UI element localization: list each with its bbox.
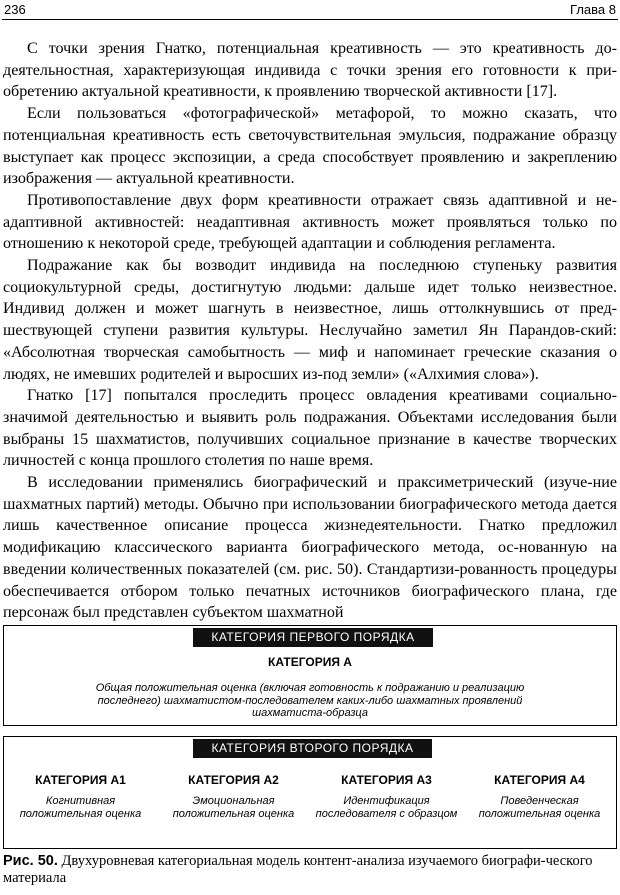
page-header (4, 0, 616, 19)
caption-label: Рис. 50. (3, 853, 58, 869)
subcategory-title: КАТЕГОРИЯ А1 (35, 773, 126, 787)
subcategory-title: КАТЕГОРИЯ А3 (341, 773, 432, 787)
caption-text: Двухуровневая категориальная модель контент-анализа изучаемого биографи-ческого материала (3, 853, 593, 886)
first-order-category-box (3, 625, 617, 726)
subcategory-row (4, 773, 616, 821)
subcategory-title: КАТЕГОРИЯ А2 (188, 773, 279, 787)
subcategory-description: Когнитивная положительная оценка (19, 795, 142, 820)
paragraph: Подражание как бы возводит индивида на последнюю ступеньку развития социокультурной среды, достигнутую людьми: дальше идет только неизвестное. Индивид должен и может шагнуть в неизвестное, лишь оттолкнувшись от пред-шествующей ступени развития культуры. Неслучайно заметил Ян Парандов-ский: «Абсолютная творческая самобытность — миф и напоминает греческие сказания о людях, не имевших родителей и выросших из-под земли» («Алхимия слова»). (3, 257, 617, 383)
subcategory-description: Поведенческая положительная оценка (478, 795, 601, 820)
page-number: 236 (4, 2, 26, 17)
paragraph: Противопоставление двух форм креативности отражает связь адаптивной и не-адаптивной активностей: неадаптивная активность может проявляться только по отношению к некоторой среде, требующей адаптации и соблюдения регламента. (3, 191, 617, 253)
subcategory-a4 (463, 773, 616, 821)
subcategory-a1 (4, 773, 157, 821)
paragraph: Гнатко [17] попытался проследить процесс овладения креативами социально-значимой деятельностью и выявить роль подражания. Объектами исследования были выбраны 15 шахматистов, получивших социальное признание в качестве творческих личностей с конца прошлого столетия по наше время. (3, 387, 617, 470)
first-order-title: КАТЕГОРИЯ ПЕРВОГО ПОРЯДКА (193, 628, 433, 647)
body-text (3, 38, 617, 624)
paragraph: Если пользоваться «фотографической» метафорой, то можно сказать, что потенциальная креативность есть светочувствительная эмульсия, подражание образцу выступает как процесс экспозиции, а среда способствует проявлению и закреплению изображения — актуальной креативности. (3, 105, 617, 188)
category-a-title: КАТЕГОРИЯ А (268, 655, 352, 669)
second-order-category-box (3, 736, 617, 849)
subcategory-a3 (310, 773, 463, 821)
paragraph: В исследовании применялись биографический и праксиметрический (изуче-ние шахматных партий) методы. Обычно при использовании биографического метода дается лишь качественное описание процесса жизнедеятельности. Гнатко предложил модификацию классического варианта биографического метода, ос-нованную на введении количественных показателей (см. рис. 50). Стандартизи-рованность процедуры обеспечивается отбором только печатных источников биографического плана, где персонаж был представлен субъектом шахматной (3, 474, 617, 622)
figure-caption (3, 853, 617, 887)
category-a-description: Общая положительная оценка (включая готовность к подражанию и реализацию последнего) шахматистом-последователем каких-либо шахматных проявлений шахматиста-образца (95, 682, 525, 719)
second-order-title: КАТЕГОРИЯ ВТОРОГО ПОРЯДКА (193, 739, 432, 758)
subcategory-description: Идентификация последователя с образцом (315, 795, 458, 820)
paragraph: С точки зрения Гнатко, потенциальная креативность — это креативность до-деятельностная, характеризующая индивида с точки зрения его готовности к при-обретению актуальной креативности, к проявлению творческой активности [17]. (3, 40, 617, 101)
subcategory-title: КАТЕГОРИЯ А4 (494, 773, 585, 787)
chapter-title: Глава 8 (570, 2, 616, 17)
header-rule (2, 19, 618, 20)
subcategory-description: Эмоциональная положительная оценка (172, 795, 295, 820)
subcategory-a2 (157, 773, 310, 821)
